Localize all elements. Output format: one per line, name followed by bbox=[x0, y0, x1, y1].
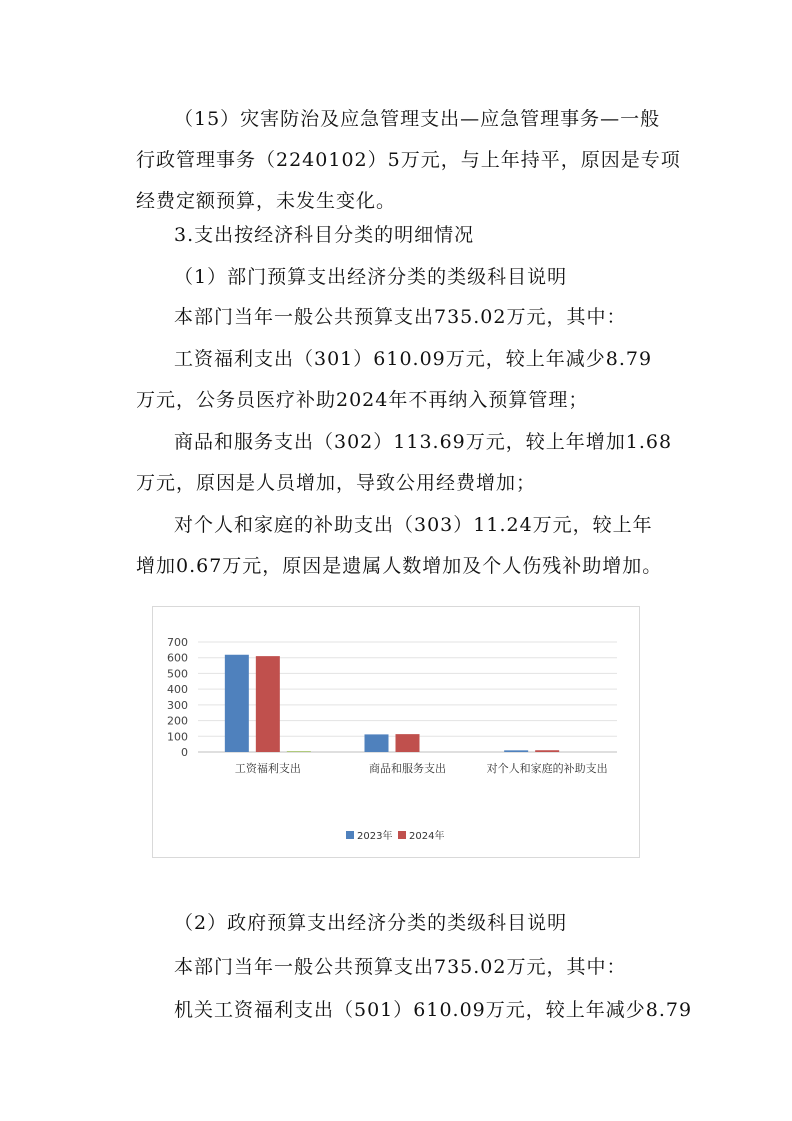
y-tick-label: 400 bbox=[167, 683, 188, 697]
bar bbox=[504, 750, 528, 752]
paragraph-line: 本部门当年一般公共预算支出735.02万元，其中： bbox=[174, 956, 627, 978]
paragraph-line: 行政管理事务（2240102）5万元，与上年持平，原因是专项 bbox=[136, 149, 681, 171]
paragraph-line: 商品和服务支出（302）113.69万元，较上年增加1.68 bbox=[174, 431, 673, 453]
bar bbox=[396, 734, 420, 752]
y-tick-label: 700 bbox=[167, 636, 188, 649]
y-tick-label: 600 bbox=[167, 651, 188, 665]
bar bbox=[256, 656, 280, 752]
y-tick-label: 300 bbox=[167, 698, 188, 712]
y-tick-label: 200 bbox=[167, 714, 188, 728]
x-tick-label: 商品和服务支出 bbox=[369, 762, 446, 775]
chart-svg bbox=[153, 607, 639, 857]
paragraph-line: 增加0.67万元，原因是遗属人数增加及个人伤残补助增加。 bbox=[136, 555, 663, 577]
legend-swatch bbox=[346, 831, 354, 839]
bar bbox=[225, 655, 249, 752]
section-heading: 3.支出按经济科目分类的明细情况 bbox=[174, 224, 475, 246]
paragraph-line: 机关工资福利支出（501）610.09万元，较上年减少8.79 bbox=[174, 999, 693, 1021]
bar bbox=[535, 750, 559, 752]
bar bbox=[287, 751, 311, 752]
subsection-heading: （2）政府预算支出经济分类的类级科目说明 bbox=[174, 912, 568, 934]
legend-swatch bbox=[398, 831, 406, 839]
y-tick-label: 100 bbox=[167, 730, 188, 744]
paragraph-line: 经费定额预算，未发生变化。 bbox=[136, 190, 397, 212]
paragraph-line: 万元，公务员医疗补助2024年不再纳入预算管理； bbox=[136, 389, 589, 411]
paragraph-line: 工资福利支出（301）610.09万元，较上年减少8.79 bbox=[174, 348, 653, 370]
y-tick-label: 500 bbox=[167, 667, 188, 681]
paragraph-line: 对个人和家庭的补助支出（303）11.24万元，较上年 bbox=[174, 514, 653, 536]
legend-label: 2023年 bbox=[357, 831, 393, 842]
paragraph-line: 万元，原因是人员增加，导致公用经费增加； bbox=[136, 472, 537, 494]
x-tick-label: 工资福利支出 bbox=[234, 762, 301, 775]
expense-bar-chart bbox=[152, 606, 640, 858]
subsection-heading: （1）部门预算支出经济分类的类级科目说明 bbox=[174, 266, 568, 288]
bar bbox=[365, 734, 389, 752]
paragraph-line: 本部门当年一般公共预算支出735.02万元，其中： bbox=[174, 306, 627, 328]
x-tick-label: 对个人和家庭的补助支出 bbox=[486, 762, 608, 775]
y-tick-label: 0 bbox=[181, 746, 188, 759]
legend-label: 2024年 bbox=[409, 831, 445, 842]
paragraph-line: （15）灾害防治及应急管理支出—应急管理事务—一般 bbox=[174, 108, 661, 130]
